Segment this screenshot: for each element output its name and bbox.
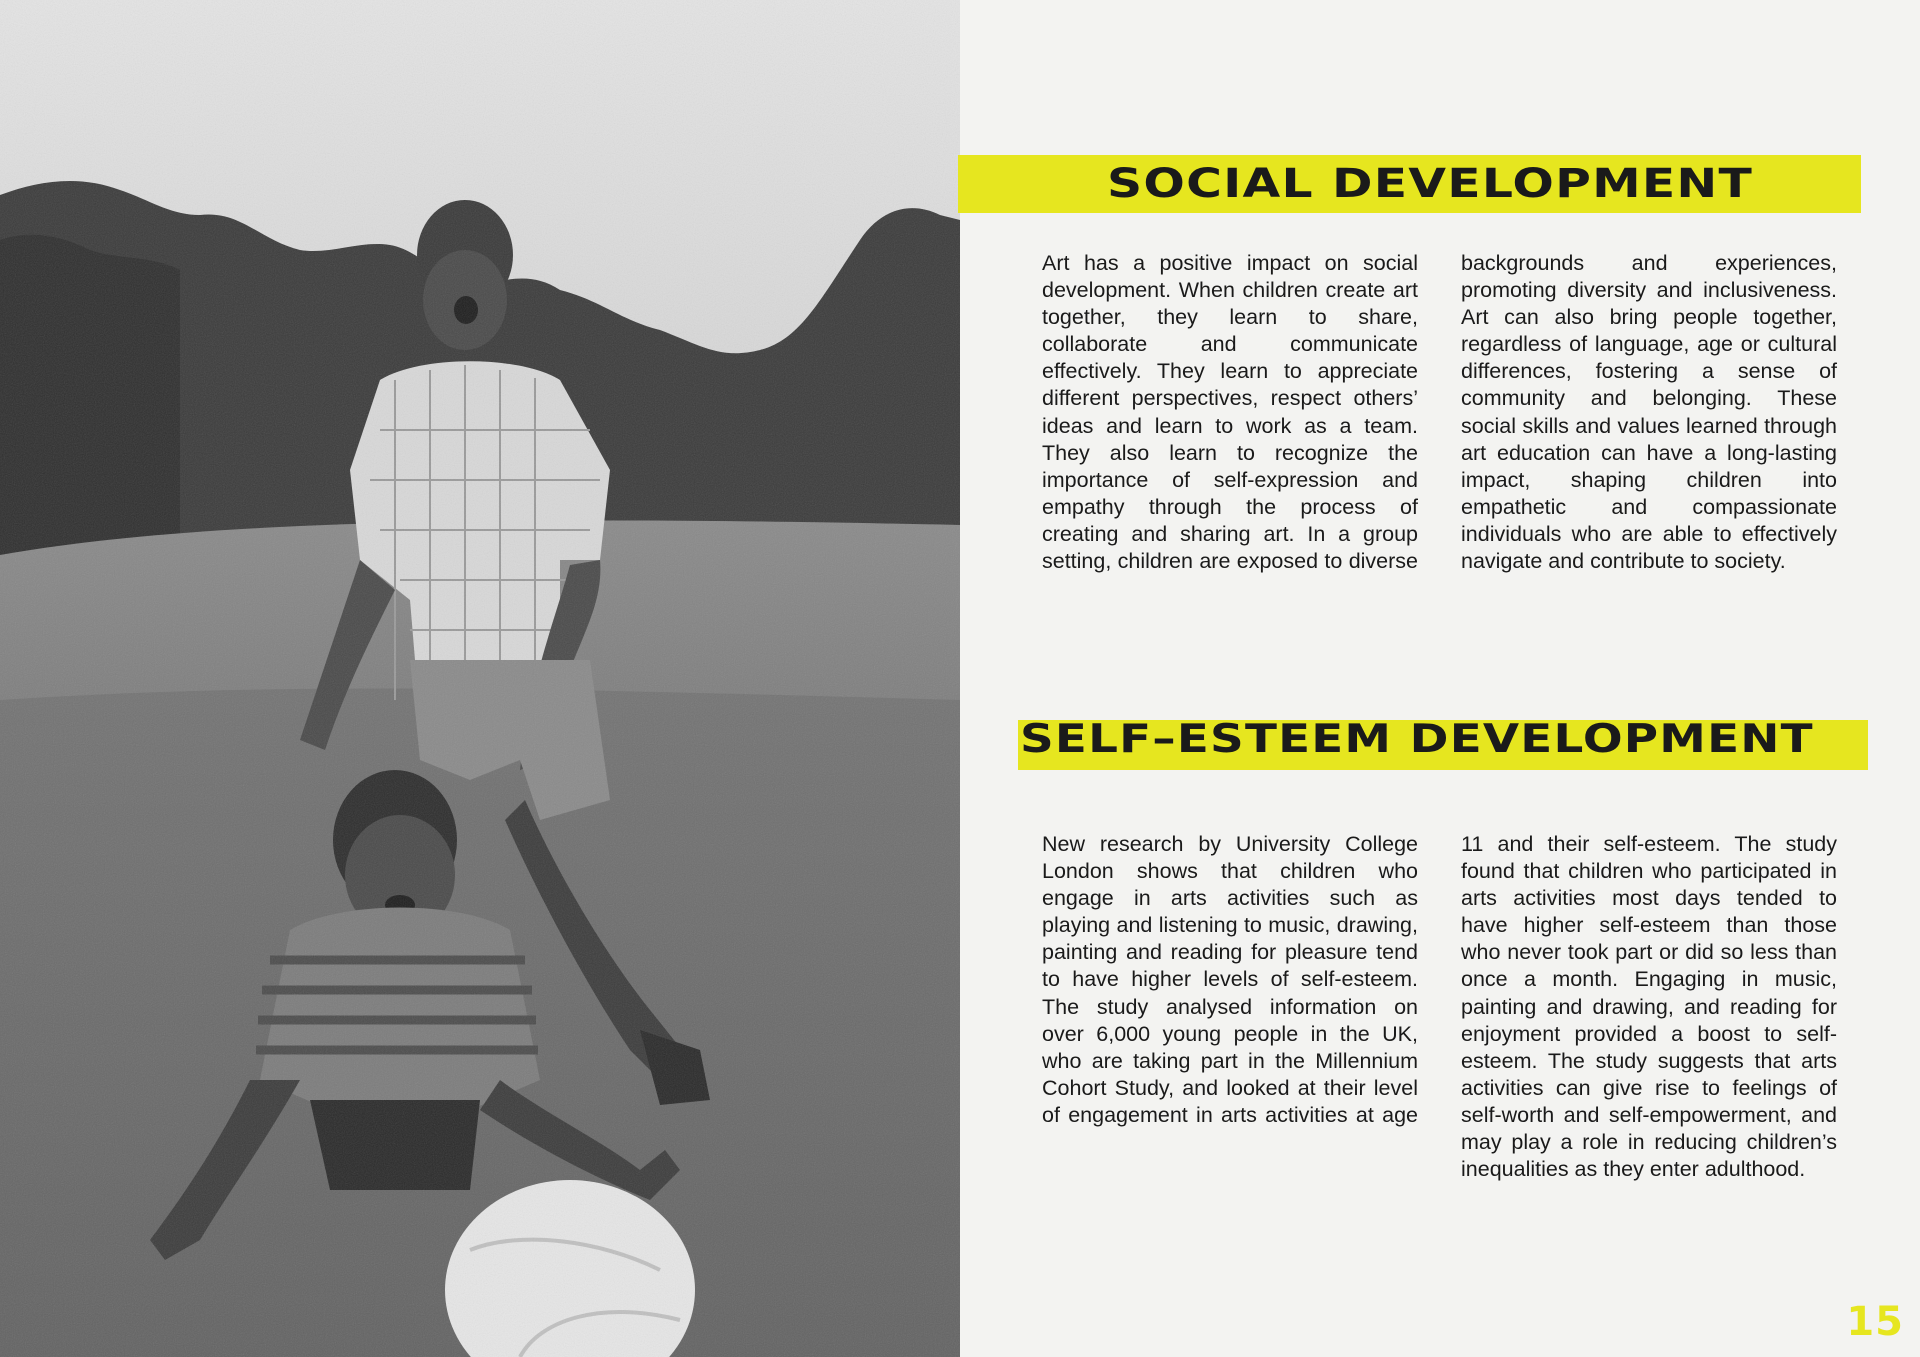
social-text-column-1: Art has a positive impact on social development. When children create art together, they learn to share, collaborate and communicate effectively. They learn to appreciate different perspectives, respect others’ ideas and learn to work as a team. They also learn to recognize the importance of self-expression and empathy through the process of creating and sharing art. In a group setting, children are exposed to diverse [1042,251,1418,574]
self-esteem-text-column-1: New research by University College London shows that children who engage in arts activities such as playing and listening to music, drawing, painting and reading for pleasure tend to have higher levels of self-esteem. The study analysed information on over 6,000 young people in the UK, who are taking part in the Millennium Cohort Study, and looked at their level of engagement in arts activities at age [1042,832,1418,1127]
section-heading-self-esteem: SELF–ESTEEM DEVELOPMENT [1020,717,1814,762]
social-text-column-2: backgrounds and experiences, promoting diversity and inclusiveness. Art can also bring people together, regardless of language, age or cultural differences, fostering a sense of community and belonging. These social skills and values learned through art education can have a long-lasting impact, shaping children into empathetic and compassionate individuals who are able to effectively navigate and contribute to society. [1461,251,1837,574]
section-heading-social: SOCIAL DEVELOPMENT [1107,161,1754,207]
self-esteem-text-column-2: 11 and their self-esteem. The study found that children who participated in arts activities most days tended to have higher self-esteem than those who never took part or did so less than once a month. Engaging in music, painting and drawing, and reading for enjoyment provided a boost to self-esteem. The study suggests that arts activities can give rise to feelings of self-worth and self-empowerment, and may play a role in reducing children’s inequalities as they enter adulthood. [1461,832,1837,1182]
page-number: 15 [1846,1299,1904,1345]
